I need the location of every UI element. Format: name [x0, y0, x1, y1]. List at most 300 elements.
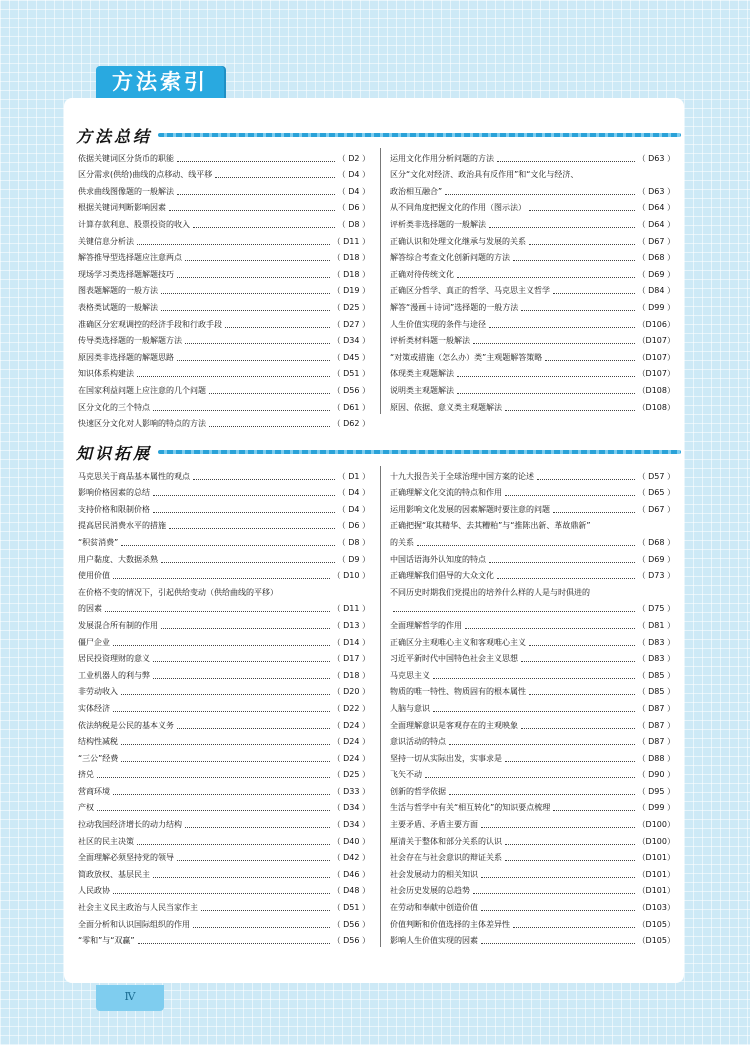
index-entry: [390, 198, 675, 215]
entry-title: 物质的唯一特性、物质固有的根本属性: [390, 687, 526, 697]
entry-page: （ D69 ）: [637, 269, 675, 279]
entry-page: （D101）: [637, 853, 675, 863]
entry-page: （ D24 ）: [332, 753, 370, 763]
leader-dots: [521, 728, 635, 729]
index-entry: [78, 314, 370, 331]
knowledge-left-column: [78, 466, 370, 947]
leader-dots: [161, 562, 335, 563]
entry-page: （ D24 ）: [332, 737, 370, 747]
leader-dots: [553, 810, 634, 811]
leader-dots: [193, 479, 335, 480]
index-entry: [78, 483, 370, 500]
leader-dots: [489, 227, 635, 228]
index-entry: [78, 814, 370, 831]
index-entry: [78, 682, 370, 699]
entry-title: 快速区分文化对人影响的特点的方法: [78, 419, 206, 429]
leader-dots: [433, 678, 635, 679]
index-entry: [390, 715, 675, 732]
index-entry: [390, 665, 675, 682]
entry-page: （D106）: [637, 319, 675, 329]
entry-title: 正确理解我们倡导的大众文化: [390, 571, 494, 581]
entry-page: （ D81 ）: [637, 620, 675, 630]
entry-title: 全面理解必须坚持党的领导: [78, 853, 174, 863]
entry-page: （ D4 ）: [337, 186, 370, 196]
entry-page: （ D68 ）: [637, 537, 675, 547]
entry-title: 意识活动的特点: [390, 737, 446, 747]
entry-title: 知识体系构建法: [78, 369, 134, 379]
leader-dots: [201, 910, 330, 911]
entry-page: （ D4 ）: [337, 170, 370, 180]
index-entry: [390, 264, 675, 281]
index-entry: [78, 516, 370, 533]
entry-title: 传导类选择题的一般解题方法: [78, 336, 182, 346]
index-entry: [390, 632, 675, 649]
entry-page: （D105）: [637, 936, 675, 946]
index-entry: [78, 582, 370, 599]
entry-page: （ D34 ）: [332, 336, 370, 346]
index-entry: [78, 181, 370, 198]
index-entry: [78, 281, 370, 298]
entry-title: 评析类材料题一般解法: [390, 336, 470, 346]
entry-title: 的关系: [390, 537, 414, 547]
entry-page: （ D33 ）: [332, 786, 370, 796]
entry-title: 马克思主义: [390, 670, 430, 680]
section-header-methods: [76, 124, 681, 146]
entry-page: （D100）: [637, 820, 675, 830]
index-entry: [78, 698, 370, 715]
index-entry: [78, 466, 370, 483]
section-title: 知识拓展: [76, 443, 153, 463]
section-title: 方法总结: [76, 126, 153, 146]
entry-page: （ D8 ）: [337, 537, 370, 547]
index-entry: [78, 732, 370, 749]
leader-dots: [97, 810, 330, 811]
entry-title: 体现类主观题解法: [390, 369, 454, 379]
entry-title: 区分需求(供给)曲线的点移动、线平移: [78, 170, 213, 180]
entry-title: 主要矛盾、矛盾主要方面: [390, 820, 478, 830]
leader-dots: [473, 893, 635, 894]
leader-dots: [153, 495, 335, 496]
index-entry: [390, 698, 675, 715]
index-entry: [390, 516, 675, 533]
index-entry: [78, 665, 370, 682]
entry-title: 用户黏度、大数据杀熟: [78, 554, 158, 564]
entry-title: 拉动我国经济增长的动力结构: [78, 820, 182, 830]
leader-dots: [177, 860, 330, 861]
leader-dots: [457, 277, 635, 278]
methods-left-column: [78, 148, 370, 430]
entry-page: （ D8 ）: [337, 219, 370, 229]
page-title: 方法索引: [96, 66, 224, 98]
entry-title: 居民投资理财的意义: [78, 654, 150, 664]
leader-dots: [465, 628, 635, 629]
entry-page: （ D18 ）: [332, 253, 370, 263]
entry-title: 社会存在与社会意识的辩证关系: [390, 853, 502, 863]
entry-page: （ D88 ）: [637, 753, 675, 763]
entry-page: （ D18 ）: [332, 269, 370, 279]
entry-title: 支持价格和限制价格: [78, 504, 150, 514]
entry-page: （ D4 ）: [337, 504, 370, 514]
entry-page: （ D51 ）: [332, 369, 370, 379]
entry-page: （ D90 ）: [637, 770, 675, 780]
leader-dots: [505, 495, 635, 496]
index-entry: [78, 549, 370, 566]
entry-title: 说明类主观题解法: [390, 385, 454, 395]
leader-dots: [449, 794, 635, 795]
entry-page: （ D17 ）: [332, 654, 370, 664]
leader-dots: [521, 661, 635, 662]
leader-dots: [121, 744, 330, 745]
index-entry: [390, 397, 675, 414]
entry-page: （D105）: [637, 919, 675, 929]
entry-title: 结构性减税: [78, 737, 118, 747]
entry-page: （ D56 ）: [332, 936, 370, 946]
index-entry: [390, 897, 675, 914]
entry-page: （ D11 ）: [332, 236, 370, 246]
entry-page: （ D40 ）: [332, 836, 370, 846]
entry-title: 影响价格因素的总结: [78, 488, 150, 498]
leader-dots: [449, 744, 635, 745]
index-entry: [390, 314, 675, 331]
entry-page: （ D27 ）: [332, 319, 370, 329]
entry-page: （ D6 ）: [337, 521, 370, 531]
entry-title: 正确把握“取其精华、去其糟粕”与“推陈出新、革故鼎新”: [390, 521, 591, 531]
entry-title: 正确认识和处理文化继承与发展的关系: [390, 236, 526, 246]
index-entry: [78, 599, 370, 616]
leader-dots: [497, 578, 635, 579]
index-entry: [390, 814, 675, 831]
entry-page: （D100）: [637, 836, 675, 846]
entry-page: （ D65 ）: [637, 488, 675, 498]
entry-title: 创新的哲学依据: [390, 786, 446, 796]
leader-dots: [121, 545, 334, 546]
entry-title: 原因、依据、意义类主观题解法: [390, 402, 502, 412]
index-entry: [390, 582, 675, 599]
leader-dots: [193, 927, 330, 928]
leader-dots: [121, 694, 330, 695]
leader-dots: [153, 678, 330, 679]
entry-page: （D107）: [637, 336, 675, 346]
leader-dots: [177, 728, 330, 729]
entry-title: 的因素: [78, 604, 102, 614]
entry-page: （ D13 ）: [332, 620, 370, 630]
entry-title: 马克思关于商品基本属性的观点: [78, 471, 190, 481]
entry-title: 社会发展动力的相关知识: [390, 869, 478, 879]
leader-dots: [505, 844, 635, 845]
leader-dots: [225, 327, 330, 328]
entry-title: 运用影响文化发展的因素解题时要注意的问题: [390, 504, 550, 514]
index-entry: [78, 798, 370, 815]
index-entry: [78, 632, 370, 649]
entry-title: 社会主义民主政治与人民当家作主: [78, 903, 198, 913]
leader-dots: [138, 943, 330, 944]
entry-title: 营商环境: [78, 786, 110, 796]
entry-page: （ D67 ）: [637, 504, 675, 514]
leader-dots: [481, 910, 635, 911]
index-entry: [390, 881, 675, 898]
entry-page: （ D9 ）: [337, 554, 370, 564]
entry-title: 依据关键词区分货币的职能: [78, 153, 174, 163]
entry-title: 从不同角度把握文化的作用（图示法）: [390, 203, 526, 213]
section-rule: [158, 133, 681, 137]
entry-title: 价值判断和价值选择的主体差异性: [390, 919, 510, 929]
leader-dots: [161, 293, 330, 294]
leader-dots: [113, 794, 330, 795]
leader-dots: [457, 393, 635, 394]
entry-page: （ D51 ）: [332, 903, 370, 913]
entry-title: 政治相互融合”: [390, 186, 443, 196]
leader-dots: [177, 360, 330, 361]
leader-dots: [153, 877, 330, 878]
index-entry: [390, 682, 675, 699]
entry-page: （D103）: [637, 903, 675, 913]
entry-page: （ D11 ）: [332, 604, 370, 614]
entry-page: （ D46 ）: [332, 869, 370, 879]
entry-page: （ D87 ）: [637, 720, 675, 730]
entry-title: “三公”经费: [78, 753, 119, 763]
entry-page: （ D56 ）: [332, 385, 370, 395]
leader-dots: [105, 611, 330, 612]
entry-page: （ D85 ）: [637, 670, 675, 680]
entry-page: （ D1 ）: [337, 471, 370, 481]
index-entry: [78, 532, 370, 549]
index-entry: [78, 649, 370, 666]
leader-dots: [497, 161, 635, 162]
index-entry: [390, 765, 675, 782]
entry-page: （ D63 ）: [637, 153, 675, 163]
entry-page: （ D14 ）: [332, 637, 370, 647]
entry-page: （ D25 ）: [332, 770, 370, 780]
leader-dots: [193, 227, 335, 228]
index-entry: [390, 214, 675, 231]
entry-page: （ D6 ）: [337, 203, 370, 213]
index-entry: [390, 347, 675, 364]
leader-dots: [177, 161, 335, 162]
leader-dots: [417, 545, 635, 546]
entry-page: （ D2 ）: [337, 153, 370, 163]
leader-dots: [529, 210, 635, 211]
index-entry: [390, 798, 675, 815]
leader-dots: [161, 628, 330, 629]
methods-right-column: [380, 148, 675, 414]
entry-title: 关键信息分析法: [78, 236, 134, 246]
entry-title: 社会历史发展的总趋势: [390, 886, 470, 896]
leader-dots: [457, 376, 635, 377]
leader-dots: [513, 260, 635, 261]
index-entry: [390, 499, 675, 516]
index-entry: [390, 649, 675, 666]
entry-page: （ D67 ）: [637, 236, 675, 246]
entry-title: 评析类非选择题的一般解法: [390, 219, 486, 229]
index-entry: [78, 615, 370, 632]
entry-page: （D101）: [637, 869, 675, 879]
leader-dots: [137, 844, 330, 845]
leader-dots: [177, 277, 330, 278]
leader-dots: [113, 893, 330, 894]
entry-title: 在国家利益问题上应注意的几个问题: [78, 385, 206, 395]
leader-dots: [215, 177, 334, 178]
leader-dots: [481, 877, 635, 878]
entry-page: （ D64 ）: [637, 219, 675, 229]
leader-dots: [537, 479, 635, 480]
entry-page: （ D63 ）: [637, 186, 675, 196]
entry-page: （ D69 ）: [637, 554, 675, 564]
index-entry: [78, 397, 370, 414]
entry-page: （ D83 ）: [637, 637, 675, 647]
index-entry: [390, 914, 675, 931]
entry-title: 简政放权、基层民主: [78, 869, 150, 879]
entry-title: 飞矢不动: [390, 770, 422, 780]
entry-title: 工业机器人的利与弊: [78, 670, 150, 680]
section-rule: [158, 450, 681, 454]
entry-page: （ D56 ）: [332, 919, 370, 929]
entry-title: 正确区分主观唯心主义和客观唯心主义: [390, 637, 526, 647]
leader-dots: [489, 327, 635, 328]
index-entry: [78, 931, 370, 948]
index-entry: [78, 414, 370, 431]
section-header-knowledge: [76, 441, 681, 463]
index-entry: [78, 198, 370, 215]
entry-title: “积贫消费”: [78, 537, 119, 547]
leader-dots: [425, 777, 635, 778]
index-entry: [78, 831, 370, 848]
leader-dots: [185, 827, 330, 828]
index-entry: [78, 380, 370, 397]
entry-page: （ D75 ）: [637, 604, 675, 614]
knowledge-right-column: [380, 466, 675, 947]
entry-title: 在价格不变的情况下，引起供给变动（供给曲线的平移）: [78, 587, 278, 597]
index-entry: [78, 781, 370, 798]
entry-title: 全面理解意识是客观存在的主观映象: [390, 720, 518, 730]
index-entry: [78, 914, 370, 931]
entry-page: （ D84 ）: [637, 286, 675, 296]
entry-page: （ D45 ）: [332, 352, 370, 362]
leader-dots: [445, 194, 634, 195]
entry-title: 解答推导型选择题应注意两点: [78, 253, 182, 263]
entry-page: （D108）: [637, 402, 675, 412]
leader-dots: [209, 393, 330, 394]
leader-dots: [489, 562, 635, 563]
index-entry: [78, 297, 370, 314]
leader-dots: [529, 694, 635, 695]
entry-page: （ D85 ）: [637, 687, 675, 697]
index-entry: [78, 347, 370, 364]
entry-title: 人生价值实现的条件与途径: [390, 319, 486, 329]
leader-dots: [521, 310, 634, 311]
entry-page: （ D68 ）: [637, 253, 675, 263]
leader-dots: [481, 827, 635, 828]
leader-dots: [529, 645, 635, 646]
entry-title: 计算存款利息、股票投资的收入: [78, 219, 190, 229]
index-entry: [390, 297, 675, 314]
index-entry: [390, 748, 675, 765]
leader-dots: [505, 761, 635, 762]
leader-dots: [161, 310, 330, 311]
entry-title: 解答综合考查文化创新问题的方法: [390, 253, 510, 263]
leader-dots: [169, 528, 335, 529]
entry-page: （ D22 ）: [332, 703, 370, 713]
index-entry: [78, 364, 370, 381]
entry-title: 运用文化作用分析问题的方法: [390, 153, 494, 163]
entry-page: （ D99 ）: [637, 803, 675, 813]
entry-title: 准确区分宏观调控的经济手段和行政手段: [78, 319, 222, 329]
index-entry: [390, 532, 675, 549]
entry-title: 区分文化的三个特点: [78, 402, 150, 412]
index-entry: [390, 364, 675, 381]
leader-dots: [545, 360, 634, 361]
entry-title: 生活与哲学中有关“相互转化”的知识要点梳理: [390, 803, 551, 813]
entry-page: （ D34 ）: [332, 803, 370, 813]
entry-title: “对策或措施（怎么办）类”主观题解答策略: [390, 352, 543, 362]
leader-dots: [481, 943, 635, 944]
leader-dots: [113, 711, 330, 712]
entry-title: 全面理解哲学的作用: [390, 620, 462, 630]
leader-dots: [177, 194, 335, 195]
entry-title: 影响人生价值实现的因素: [390, 936, 478, 946]
entry-title: 在劳动和奉献中创造价值: [390, 903, 478, 913]
entry-page: （D101）: [637, 886, 675, 896]
entry-page: （ D19 ）: [332, 286, 370, 296]
index-entry: [78, 897, 370, 914]
entry-title: 正确对待传统文化: [390, 269, 454, 279]
index-entry: [78, 765, 370, 782]
entry-page: （ D83 ）: [637, 654, 675, 664]
entry-title: 习近平新时代中国特色社会主义思想: [390, 654, 518, 664]
leader-dots: [121, 761, 329, 762]
entry-page: （ D10 ）: [332, 571, 370, 581]
leader-dots: [97, 777, 330, 778]
entry-page: （ D34 ）: [332, 820, 370, 830]
entry-title: 现场学习类选择题解题技巧: [78, 269, 174, 279]
index-entry: [78, 715, 370, 732]
entry-page: （ D42 ）: [332, 853, 370, 863]
index-entry: [390, 931, 675, 948]
index-entry: [78, 848, 370, 865]
index-entry: [78, 331, 370, 348]
entry-title: 中国话语海外认知度的特点: [390, 554, 486, 564]
leader-dots: [153, 512, 335, 513]
entry-page: （ D57 ）: [637, 471, 675, 481]
entry-title: 区分“文化对经济、政治具有反作用”和“文化与经济、: [390, 170, 579, 180]
entry-title: 社区的民主决策: [78, 836, 134, 846]
leader-dots: [513, 927, 635, 928]
entry-page: （ D87 ）: [637, 703, 675, 713]
entry-page: （D107）: [637, 352, 675, 362]
entry-title: 非劳动收入: [78, 687, 118, 697]
entry-page: （ D99 ）: [637, 302, 675, 312]
index-entry: [390, 181, 675, 198]
index-entry: [78, 231, 370, 248]
index-entry: [390, 615, 675, 632]
entry-title: “零和”与“双赢”: [78, 936, 135, 946]
entry-title: 发展混合所有制的作用: [78, 620, 158, 630]
entry-title: 根据关键词判断影响因素: [78, 203, 166, 213]
index-entry: [78, 165, 370, 182]
entry-page: （ D20 ）: [332, 687, 370, 697]
entry-title: 人民政协: [78, 886, 110, 896]
entry-page: （ D64 ）: [637, 203, 675, 213]
entry-title: 十九大报告关于全球治理中国方案的论述: [390, 471, 534, 481]
entry-page: （D107）: [637, 369, 675, 379]
index-entry: [78, 248, 370, 265]
index-entry: [390, 781, 675, 798]
leader-dots: [553, 512, 635, 513]
entry-title: 厘清关于整体和部分关系的认识: [390, 836, 502, 846]
entry-title: 图表题解题的一般方法: [78, 286, 158, 296]
entry-page: （ D73 ）: [637, 571, 675, 581]
entry-title: 解答“漫画＋诗词”选择题的一般方法: [390, 302, 519, 312]
entry-title: 供求曲线图像题的一般解法: [78, 186, 174, 196]
